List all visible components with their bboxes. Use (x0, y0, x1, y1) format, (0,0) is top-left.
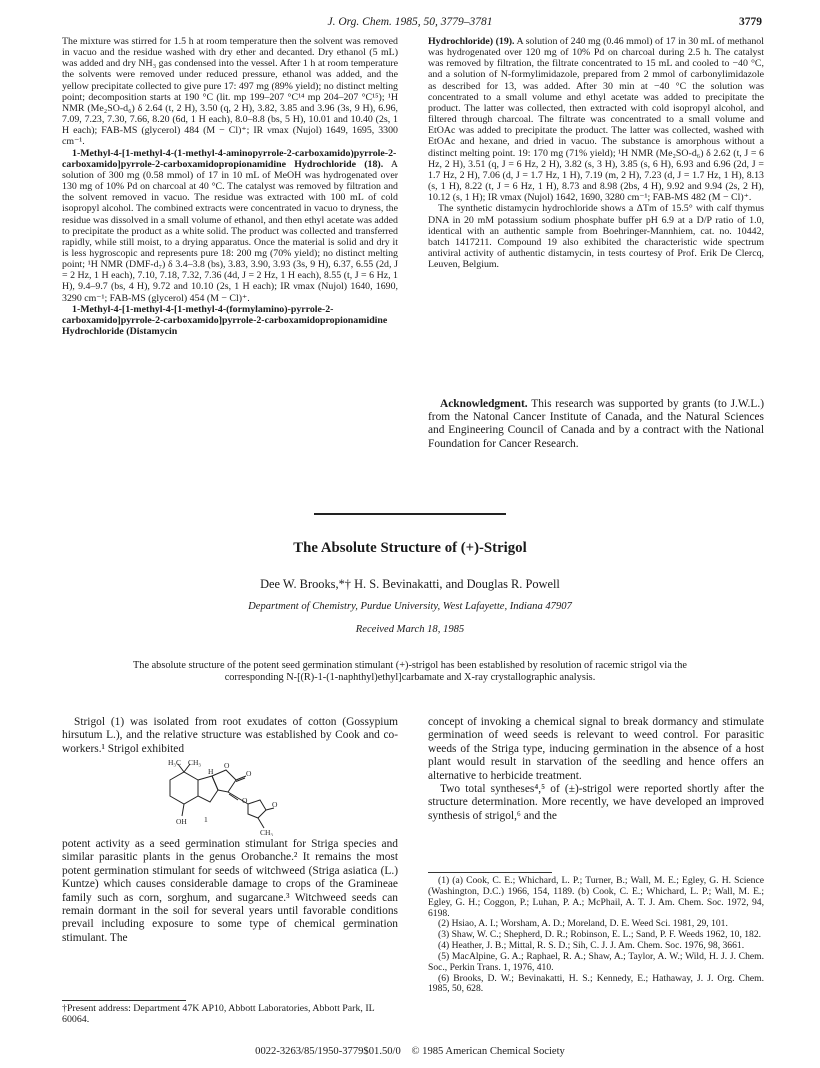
label-o1: O (224, 761, 230, 770)
article-received: Received March 18, 1985 (355, 624, 465, 635)
reference-item: (6) Brooks, D. W.; Bevinakatti, H. S.; Kennedy, E.; Hathaway, J. J. Org. Chem. 1985, 50, 628. (428, 972, 764, 995)
footer-copyright: © 1985 American Chemical Society (411, 1046, 565, 1057)
article-abstract: The absolute structure of the potent seed germination stimulant (+)-strigol has been established by resolution of racemic strigol via the corresponding N-[(R)-1-(1-naphthyl)ethyl]carbamate and X-ray crystallographic analysis. (133, 660, 687, 684)
reference-item: (2) Hsiao, A. I.; Worsham, A. D.; Moreland, D. E. Weed Sci. 1981, 29, 101. (438, 918, 728, 930)
right-column (428, 36, 764, 270)
label-o2: O (246, 769, 252, 778)
running-header: J. Org. Chem. 1985, 50, 3779–3781 (327, 16, 493, 28)
page-footer (0, 1046, 820, 1057)
paragraph-19 (428, 36, 764, 203)
paragraph-19-start (62, 304, 398, 337)
strigol-structure (152, 758, 280, 836)
methyl-bond (258, 818, 264, 828)
label-ch3-bottom: CH₃ (260, 828, 274, 836)
article-affiliation: Department of Chemistry, Purdue University, West Lafayette, Indiana 47907 (248, 601, 572, 612)
paragraph-18 (62, 148, 398, 304)
reference-item: (1) (a) Cook, C. E.; Whichard, L. P.; Turner, B.; Wall, M. E.; Egley, G. H. Science (Washington, D.C.) 1966, 154, 1189. (b) Cook, C. E.; Whichard, L. P.; Wall, M. E.; Egley, G. H.; Coggon, P.; Luhan, P. A.; McPhail, A. T. J. Am. Chem. Soc. 1972, 94, 6198. (428, 875, 764, 919)
ring-d-bond (248, 800, 266, 818)
reference-item: (4) Heather, J. B.; Mittal, R. S. D.; Sih, C. J. J. Am. Chem. Soc. 1976, 98, 3661. (438, 940, 745, 952)
body-left-part1 (62, 716, 398, 756)
footnote-rule (62, 1000, 186, 1001)
paragraph-18-text: A solution of 300 mg (0.58 mmol) of 17 in 10 mL of MeOH was hydrogenated over 130 mg of 10% Pd on charcoal at 40 °C. The catalyst was removed by filtration and the solvent removed in vacuo. The residue was extracted with 100 mL of cold isopropyl alcohol. The combined extracts were concentrated in vacuo to dryness, the residue was dissolved in a small volume of ethanol, and then ethyl acetate was added to precipitate the product as a white solid. The product was collected and transferred rapidly, while still moist, to a drying apparatus. Once the material is solid and dry it is less hygroscopic and represents pure 18: 200 mg (70% yield); no distinct melting point; ¹H NMR (DMF-d₇) δ 3.4–3.8 (bs), 3.83, 3.90, 3.93 (3s, 9 H), 6.37, 6.55 (2d, J = 2 Hz, 1 H each), 7.10, 7.18, 7.32, 7.36 (4d, J = 2 Hz, 1 H each), 8.55 (t, J = 6 Hz, 1 H), 9.4–9.7 (bs, 4 H), 9.72 and 10.10 (2s, 1 H each); IR νmax (Nujol) 1640, 1690, 3290 cm⁻¹; FAB-MS (glycerol) 454 (M − Cl)⁺. (62, 158, 398, 304)
body-paragraph: Strigol (1) was isolated from root exudates of cotton (Gossypium hirsutum L.), and the relative structure was established by Cook and co-workers.¹ Strigol exhibited (62, 716, 398, 755)
body-paragraph: concept of invoking a chemical signal to break dormancy and stimulate germination of weed seeds is relevant to weed control. For parasitic weeds of the Striga type, inducing germination in the absence of a host plant would result in starvation of the seedling and hence offers an alternative to herbicide treatment. (428, 716, 764, 782)
section-divider (314, 513, 506, 515)
paragraph-19-text: A solution of 240 mg (0.46 mmol) of 17 in 30 mL of methanol was hydrogenated over 120 mg of 10% Pd on charcoal during 2.5 h. The catalyst was removed by filtration, the filtrate concentrated to 15 mL and cooled to −40 °C, and a solution of N-formylimidazole, prepared from 2 mmol of carbonylimidazole as described for 13, was added. After 30 min at −40 °C the solution was concentrated to a small volume and ethyl acetate was added to precipitate the product. The latter was collected, then extracted with cold isopropyl alcohol, and filtered through charcoal. The filtrate was concentrated to a small volume and EtOAc was added to precipitate the product. The latter was collected, washed with EtOAc and hexane, and dried in vacuo. The substance is amorphous without a distinct melting point. 19: 170 mg (71% yield); ¹H NMR (Me₂SO-d₆) δ 2.62 (t, J = 6 Hz, 2 H), 3.51 (q, J = 6 Hz, 2 H), 3.82 (s, 3 H), 3.85 (s, 6 H), 6.93 and 6.96 (2d, J = 1.7 Hz, 2 H), 7.06 (d, J = 1.7 Hz, 1 H), 7.19 (m, 2 H), 7.23 (d, J = 1.7 Hz, 1 H), 8.13 (s, 1 H), 8.22 (t, J = 6 Hz, 1 H), 8.73 and 8.98 (2bs, 4 H), 9.92 and 9.94 (2s, 2 H), 10.12 (s, 1 H); IR νmax (Nujol) 1642, 1690, 3280 cm⁻¹; FAB-MS 482 (M − Cl)⁺. (428, 36, 764, 204)
article-title: The Absolute Structure of (+)-Strigol (293, 540, 527, 556)
acknowledgment (428, 398, 764, 451)
ring-a-bond (170, 772, 198, 804)
ring-c-bond (212, 770, 236, 792)
label-o3: O (242, 796, 248, 805)
body-right-column (428, 716, 764, 823)
left-column (62, 36, 398, 337)
body-paragraph: Two total syntheses⁴,⁵ of (±)-strigol were reported shortly after the structure determination. More recently, we have developed an improved synthesis of strigol,⁶ and the (428, 783, 764, 822)
article-authors: Dee W. Brooks,*† H. S. Bevinakatti, and Douglas R. Powell (260, 577, 560, 591)
compound-19-heading-end: Hydrochloride) (19). (428, 36, 515, 47)
label-ch3-top: CH₃ (188, 758, 202, 767)
ring-b-bond (198, 776, 218, 802)
acknowledgment-text: This research was supported by grants (to J.W.L.) from the Natonal Cancer Institute of Canada, and the Natural Sciences and Engineering Council of Canada and by a contract with the National Foundation for Cancer Research. (428, 398, 764, 450)
hydroxyl-bond (182, 804, 184, 816)
label-h: H (208, 767, 214, 776)
reference-item: (5) MacAlpine, G. A.; Raphael, R. A.; Shaw, A.; Taylor, A. W.; Wild, H. J. J. Chem. Soc., Perkin Trans. 1, 1976, 410. (428, 950, 764, 973)
body-paragraph: potent activity as a seed germination stimulant for Striga species and similar parasitic plants in the genus Orobanche.² It remains the most potent germination stimulant for seeds of witchweed (Striga asiatica (L.) Kuntze) which causes considerable damage to crops of the Gramineae family such as corn, sorghum, and sugarcane.³ Witchweed seeds can remain dormant in the soil for several years until favorable conditions prevail including exposure to some type of chemical germination stimulant. The (62, 838, 398, 944)
acknowledgment-heading: Acknowledgment. (440, 398, 528, 410)
label-h3c: H₃C (168, 758, 182, 767)
paragraph-17: The mixture was stirred for 1.5 h at room temperature then the solvent was removed in vacuo and the residue washed with dry ether and decanted. Dry ethanol (5 mL) was added and dry NH₃ gas condensed into the vessel. After 1 h at room temperature the solvents were removed under reduced pressure, ethanol was added, and the yellow precipitate collected to give pure 17: 497 mg (89% yield); no distinct melting point; decomposition starts at 190 °C (lit. mp 199–207 °C¹⁴ mp 204–207 °C¹⁵); ¹H NMR (Me₂SO-d₆) δ 2.64 (t, 2 H), 3.50 (q, 2 H), 3.82, 3.85 and 3.96 (3s, 9 H), 6.96, 7.09, 7.23, 7.30, 7.66, 8.20 (6d, 1 H each), 8.0–8.8 (bs, 5 H), 10.01 and 10.40 (2s, 1 H each); FAB-MS (glycerol) 484 (M − Cl)⁺; IR νmax (Nujol) 1649, 1695, 3300 cm⁻¹. (62, 36, 398, 148)
footer-code: 0022-3263/85/1950-3779$01.50/0 (255, 1046, 401, 1057)
body-left-part2 (62, 838, 398, 945)
label-oh: OH (176, 817, 187, 826)
label-o4: O (272, 800, 278, 809)
compound-18-heading: 1-Methyl-4-[1-methyl-4-(1-methyl-4-aminopyrrole-2-carboxamido)pyrrole-2-carboxamido]pyrrole-2-carboxamidopropionamidine Hydrochloride (18). (62, 147, 397, 170)
paragraph-distamycin: The synthetic distamycin hydrochloride shows a ΔTm of 15.5° with calf thymus DNA in 20 mM potassium sodium phosphate buffer pH 6.9 at a D/P ratio of 1.0, identical with an authentic sample from Boehringer-Mannhiem, cat. no. 10442, batch 1417211. Compound 19 also exhibited the characteristic wide spectrum antiviral activity of authentic distamycin, in tests courtesy of Prof. Erik De Clercq, Leuven, Belgium. (428, 203, 764, 271)
references-list (428, 876, 764, 995)
label-compound-number: 1 (204, 815, 208, 824)
page-number: 3779 (739, 16, 762, 28)
footnote-address: †Present address: Department 47K AP10, Abbott Laboratories, Abbott Park, IL 60064. (62, 1003, 375, 1026)
references-rule (428, 872, 552, 873)
reference-item: (3) Shaw, W. C.; Shepherd, D. R.; Robinson, E. L.; Sand, P. F. Weeds 1962, 10, 182. (438, 929, 762, 941)
compound-19-heading-start: 1-Methyl-4-[1-methyl-4-[1-methyl-4-(formylamino)-pyrrole-2-carboxamido]pyrrole-2-carboxamido]pyrrole-2-carboxamidopropionamidine Hydrochloride (Distamycin (62, 303, 388, 338)
